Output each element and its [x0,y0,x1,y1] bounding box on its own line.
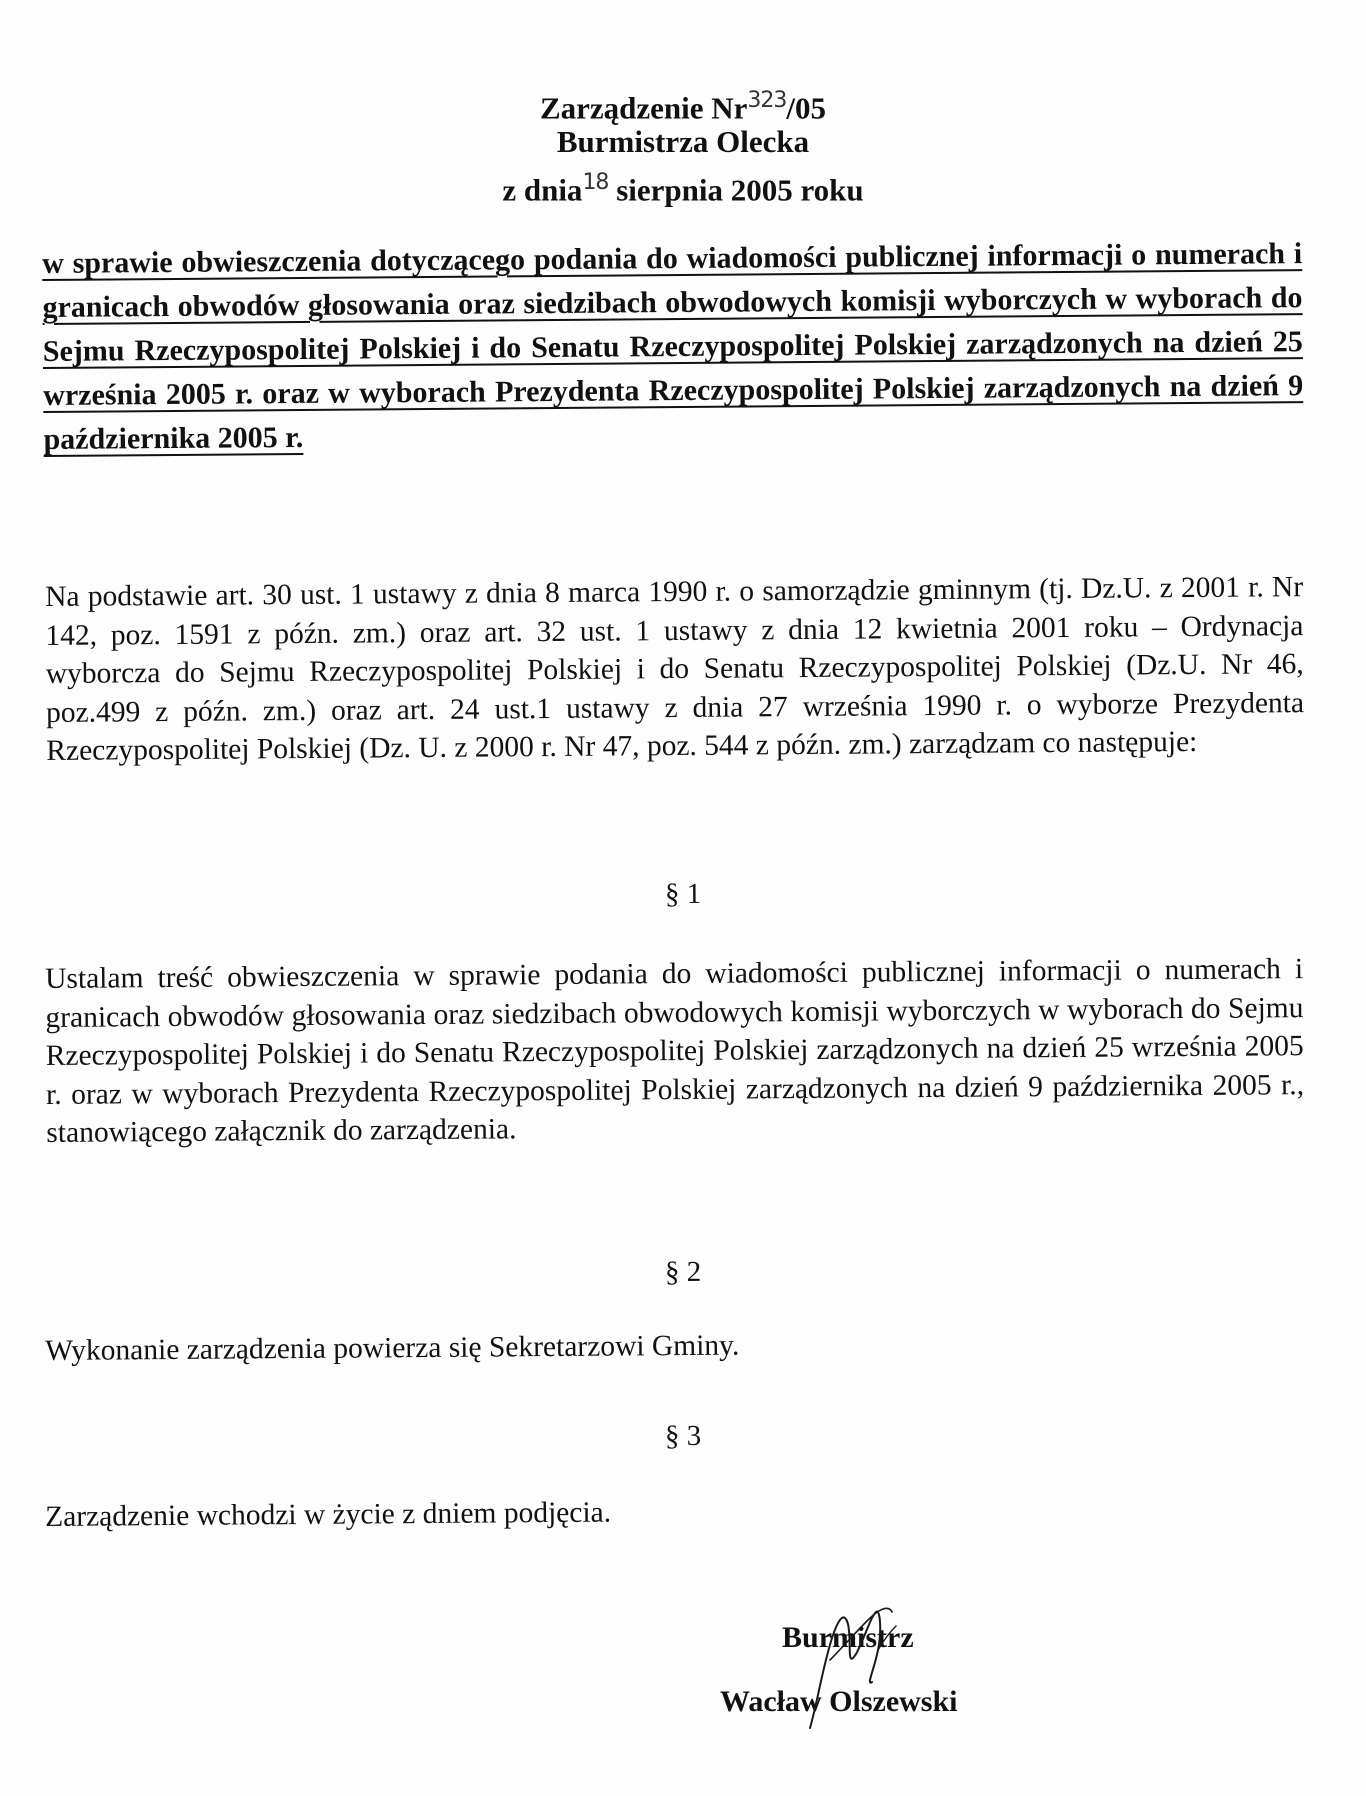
section-3-text: Zarządzenie wchodzi w życie z dniem podjęcia. [45,1496,612,1533]
document-date [0,164,1366,209]
section-3-label: § 3 [664,1419,702,1453]
issuing-authority: Burmistrza Olecka [556,124,810,159]
preamble-paragraph: Na podstawie art. 30 ust. 1 ustawy z dnia 8 marca 1990 r. o samorządzie gminnym (tj. Dz.U. z 2001 r. Nr 142, poz. 1591 z późn. zm.) oraz art. 32 ust. 1 ustawy z dnia 12 kwietnia 2001 roku – Ordynacja wyborcza do Sejmu Rzeczypospolitej Polskiej i do Senatu Rzeczypospolitej Polskiej (Dz.U. Nr 46, poz.499 z późn. zm.) oraz art. 24 ust.1 ustawy z dnia 27 września 1990 r. o wyborze Prezydenta Rzeczypospolitej Polskiej (Dz. U. z 2000 r. Nr 47, poz. 544 z późn. zm.) zarządzam co następuje: [45,571,1305,767]
date-prefix: z dnia [502,172,583,208]
section-2-label: § 2 [664,1255,702,1289]
date-suffix: sierpnia 2005 roku [616,172,864,208]
document-title [0,82,1366,127]
subject-heading: w sprawie obwieszczenia dotyczącego podania do wiadomości publicznej informacji o numerach i granicach obwodów głosowania oraz siedzibach obwodowych komisji wyborczych w wyborach do Sejmu Rzeczypospolitej Polskiej i do Senatu Rzeczypospolitej Polskiej zarządzonych na dzień 25 września 2005 r. oraz w wyborach Prezydenta Rzeczypospolitej Polskiej zarządzonych na dzień 9 października 2005 r. [42,237,1304,456]
title-suffix: /05 [786,90,827,126]
handwritten-date-day: 18 [582,170,609,195]
section-2-text: Wykonanie zarządzenia powierza się Sekretarzowi Gminy. [45,1329,740,1367]
section-1-text: Ustalam treść obwieszczenia w sprawie podania do wiadomości publicznej informacji o numerach i granicach obwodów głosowania oraz siedzibach obwodowych komisji wyborczych w wyborach do Sejmu Rzeczypospolitej Polskiej i do Senatu Rzeczypospolitej Polskiej zarządzonych na dzień 25 września 2005 r. oraz w wyborach Prezydenta Rzeczypospolitej Polskiej zarządzonych na dzień 9 października 2005 r., stanowiącego załącznik do zarządzenia. [45,953,1305,1149]
handwritten-order-number: 323 [747,88,787,113]
section-1-label: § 1 [664,877,702,911]
title-prefix: Zarządzenie Nr [539,90,748,126]
handwritten-signature [760,1590,940,1740]
signatory-name: Wacław Olszewski [720,1685,958,1718]
signature-title: Burmistrz [782,1621,914,1654]
